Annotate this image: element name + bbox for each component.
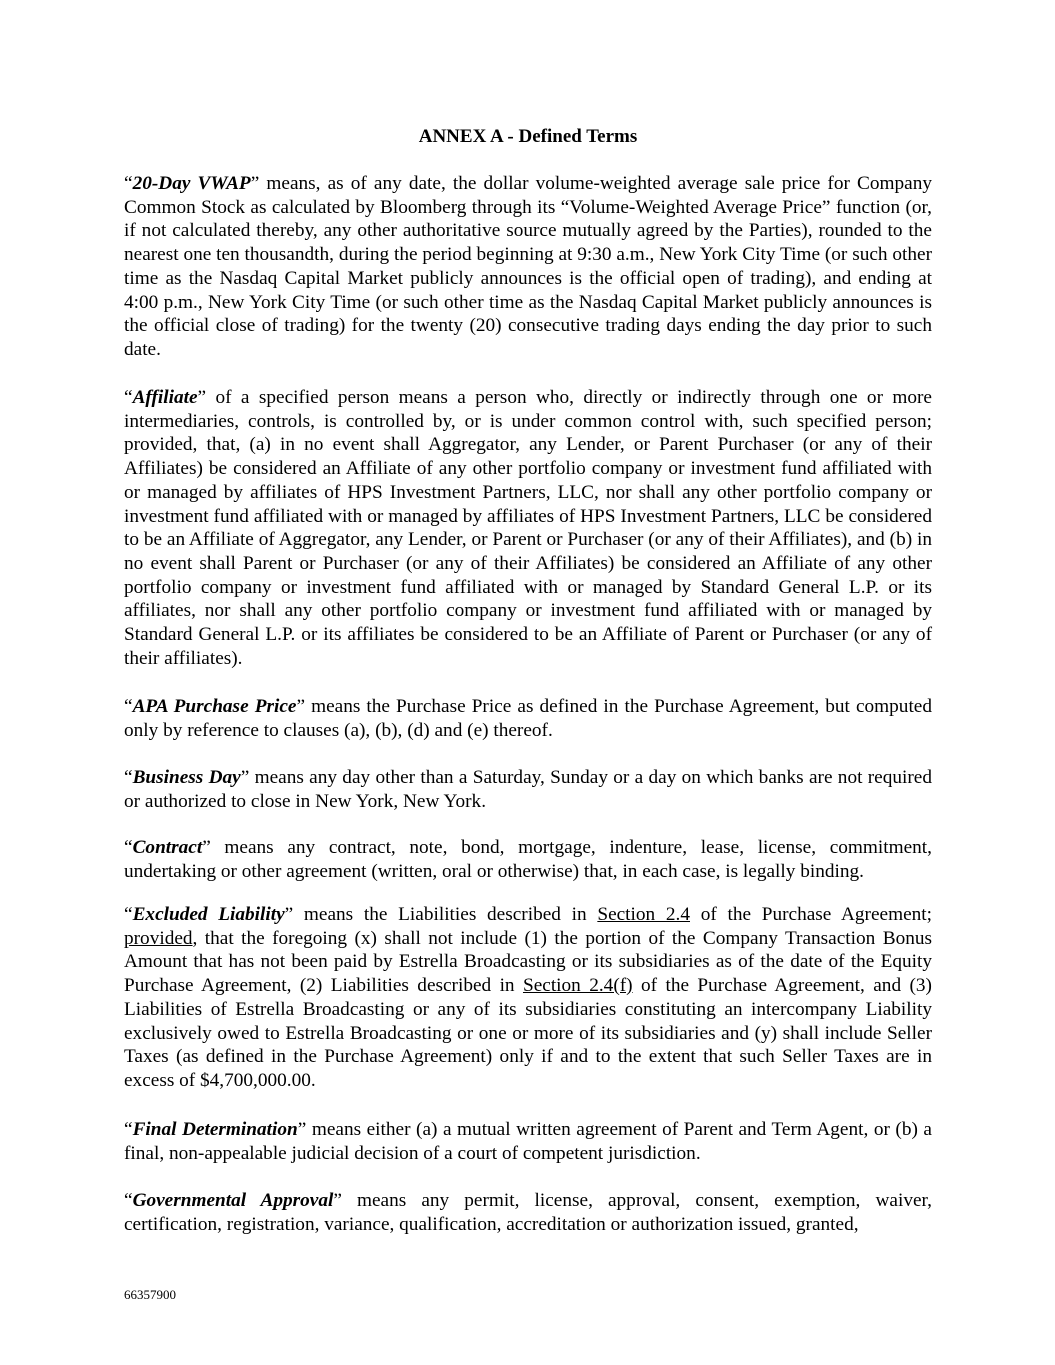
- definition-text: means any day other than a Saturday, Sunday or a day on which banks are not required or authorized to close in New York, New York.: [124, 767, 932, 812]
- definition-excluded-liability: “Excluded Liability” means the Liabilities described in Section 2.4 of the Purchase Agreement; provided, that the foregoing (x) shall not include (1) the portion of the Company Transaction Bonus Amount that has not been paid by Estrella Broadcasting or its subsidiaries as of the date of the Equity Purchase Agreement, (2) Liabilities described in Section 2.4(f) of the Purchase Agreement, and (3) Liabilities of Estrella Broadcasting or any of its subsidiaries constituting an intercompany Liability exclusively owed to Estrella Broadcasting or one or more of its subsidiaries and (y) shall include Seller Taxes (as defined in the Purchase Agreement) only if and to the extent that such Seller Taxes are in excess of $4,700,000.00.: [124, 904, 933, 1091]
- defined-term: Affiliate: [132, 387, 198, 408]
- definition-apa-purchase-price: “APA Purchase Price” means the Purchase Price as defined in the Purchase Agreement, but computed only by reference to clauses (a), (b), (d) and (e) thereof.: [124, 696, 932, 741]
- defined-term: Contract: [132, 837, 203, 858]
- definition-contract: “Contract” means any contract, note, bond, mortgage, indenture, lease, license, commitment, undertaking or other agreement (written, oral or otherwise) that, in each case, is legally binding.: [124, 837, 932, 882]
- definition-text: means, as of any date, the dollar volume-weighted average sale price for Company Common Stock as calculated by Bloomberg through its “Volume-Weighted Average Price” function (or, if not calculated thereby, any other authoritative source mutually agreed by the Parties), rounded to the nearest one ten thousandth, during the period beginning at 9:30 a.m., New York City Time (or such other time as the Nasdaq Capital Market publicly announces is the official open of trading), and ending at 4:00 p.m., New York City Time (or such other time as the Nasdaq Capital Market publicly announces is the official close of trading) for the twenty (20) consecutive trading days ending the day prior to such date.: [124, 173, 932, 360]
- definition-text: means any permit, license, approval, consent, exemption, waiver, certification, registration, variance, qualification, accreditation or authorization issued, granted,: [124, 1190, 932, 1235]
- section-2-4-reference: Section 2.4: [597, 904, 690, 925]
- definition-text: means the Purchase Price as defined in the Purchase Agreement, but computed only by reference to clauses (a), (b), (d) and (e) thereof.: [124, 696, 932, 741]
- definition-text: means either (a) a mutual written agreement of Parent and Term Agent, or (b) a final, non-appealable judicial decision of a court of competent jurisdiction.: [124, 1119, 932, 1164]
- definition-business-day: “Business Day” means any day other than a Saturday, Sunday or a day on which banks are not required or authorized to close in New York, New York.: [124, 767, 932, 812]
- document-footer-id: 66357900: [124, 1287, 176, 1302]
- definition-text: of the Purchase Agreement, and (3) Liabilities of Estrella Broadcasting or any of its subsidiaries constituting an intercompany Liability exclusively owed to Estrella Broadcasting or one or more of its subsidiaries and (y) shall include Seller Taxes (as defined in the Purchase Agreement) only if and to the extent that such Seller Taxes are in excess of $4,700,000.00.: [124, 975, 932, 1091]
- defined-term: 20-Day VWAP: [132, 173, 251, 194]
- definition-text: means the Liabilities described in: [293, 904, 598, 925]
- definition-text: , that the foregoing (x) shall not include (1) the portion of the Company Transaction Bonus Amount that has not been paid by Estrella Broadcasting or its subsidiaries as of the date of the Equity Purchase Agreement, (2) Liabilities described in: [124, 927, 932, 997]
- annex-title: ANNEX A - Defined Terms: [418, 126, 638, 147]
- defined-term: Excluded Liability: [132, 904, 285, 925]
- provided-keyword: provided: [124, 927, 193, 949]
- defined-term: Final Determination: [132, 1119, 298, 1140]
- definition-final-determination: “Final Determination” means either (a) a mutual written agreement of Parent and Term Agent, or (b) a final, non-appealable judicial decision of a court of competent jurisdiction.: [124, 1119, 932, 1164]
- definition-text: of a specified person means a person who, directly or indirectly through one or more intermediaries, controls, is controlled by, or is under common control with, such specified person; provided, that, (a) in no event shall Aggregator, any Lender, or Parent Purchaser (or any of their Affiliates) be considered an Affiliate of any other portfolio company or investment fund affiliated with or managed by affiliates of HPS Investment Partners, LLC, nor shall any other portfolio company or investment fund affiliated with or managed by affiliates of HPS Investment Partners, LLC be considered to be an Affiliate of Aggregator, any Lender, or Parent or Purchaser (or any of their Affiliates), and (b) in no event shall Parent or Purchaser (or any of their Affiliates) be considered an Affiliate of any other portfolio company or investment fund affiliated with or managed by Standard General L.P. or its affiliates, nor shall any other portfolio company or investment fund affiliated with or managed by Standard General L.P. or its affiliates be considered to be an Affiliate of Parent or Purchaser (or any of their affiliates).: [124, 387, 932, 669]
- definition-governmental-approval: “Governmental Approval” means any permit, license, approval, consent, exemption, waiver, certification, registration, variance, qualification, accreditation or authorization issued, granted,: [124, 1190, 932, 1235]
- defined-term: Governmental Approval: [132, 1190, 334, 1211]
- defined-term: Business Day: [132, 767, 241, 788]
- section-2-4-f-reference: Section 2.4(f): [522, 975, 633, 997]
- definition-affiliate: “Affiliate” of a specified person means a person who, directly or indirectly through one or more intermediaries, controls, is controlled by, or is under common control with, such specified person; provided, that, (a) in no event shall Aggregator, any Lender, or Parent Purchaser (or any of their Affiliates) be considered an Affiliate of any other portfolio company or investment fund affiliated with or managed by affiliates of HPS Investment Partners, LLC, nor shall any other portfolio company or investment fund affiliated with or managed by affiliates of HPS Investment Partners, LLC be considered to be an Affiliate of Aggregator, any Lender, or Parent or Purchaser (or any of their Affiliates), and (b) in no event shall Parent or Purchaser (or any of their Affiliates) be considered an Affiliate of any other portfolio company or investment fund affiliated with or managed by Standard General L.P. or its affiliates, nor shall any other portfolio company or investment fund affiliated with or managed by Standard General L.P. or its affiliates be considered to be an Affiliate of Parent or Purchaser (or any of their affiliates).: [124, 387, 932, 669]
- definition-text: means any contract, note, bond, mortgage, indenture, lease, license, commitment, undertaking or other agreement (written, oral or otherwise) that, in each case, is legally binding.: [124, 837, 932, 882]
- definition-text: of the Purchase Agreement;: [690, 904, 933, 925]
- defined-term: APA Purchase Price: [132, 696, 297, 717]
- definition-20-day-vwap: “20-Day VWAP” means, as of any date, the dollar volume-weighted average sale price for Company Common Stock as calculated by Bloomberg through its “Volume-Weighted Average Price” function (or, if not calculated thereby, any other authoritative source mutually agreed by the Parties), rounded to the nearest one ten thousandth, during the period beginning at 9:30 a.m., New York City Time (or such other time as the Nasdaq Capital Market publicly announces is the official open of trading), and ending at 4:00 p.m., New York City Time (or such other time as the Nasdaq Capital Market publicly announces is the official close of trading) for the twenty (20) consecutive trading days ending the day prior to such date.: [124, 173, 932, 360]
